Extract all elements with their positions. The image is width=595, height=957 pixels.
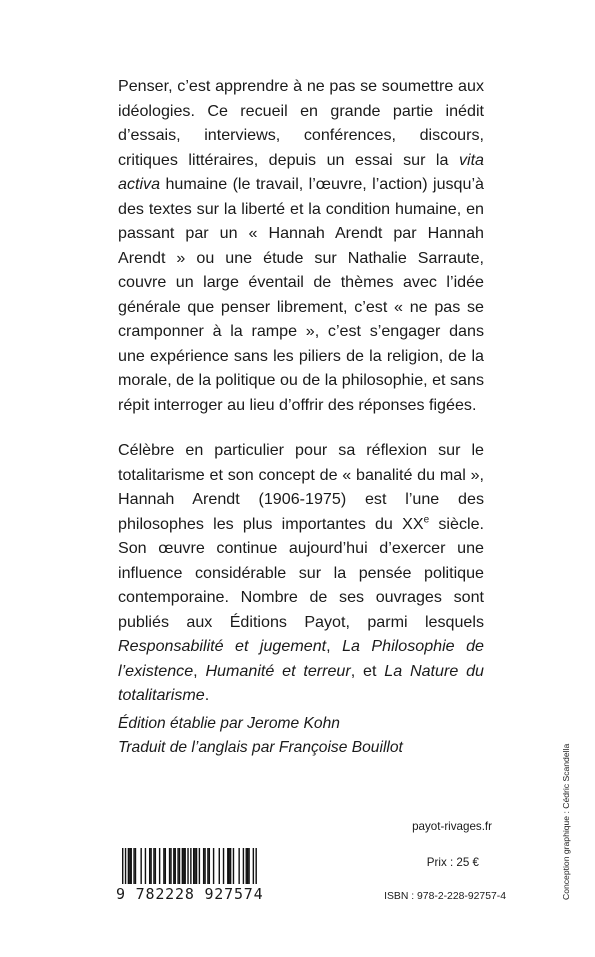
bio-text-1: Célèbre en particulier pour sa réflexion sur le totalitarisme et son concept de « banalité du mal », Hannah Arendt (1906-1975) est l’une des philosophes les plus importantes du XX: [118, 441, 484, 533]
graphic-design-credit: Conception graphique : Cédric Scandella: [561, 743, 571, 900]
translation-credit: Traduit de l’anglais par Françoise Bouillot: [118, 739, 403, 756]
book-title-2: La Philosophie de l’existence: [118, 637, 484, 680]
bio-sep-1: ,: [326, 637, 343, 655]
credits: [118, 712, 498, 760]
bio-sep-2: ,: [193, 661, 206, 680]
isbn: ISBN : 978-2-228-92757-4: [384, 891, 506, 902]
bio-text-2: siècle. Son œuvre continue aujourd’hui d’exercer une influence considérable sur la pensée politique contemporaine. Nombre de ses ouvrages sont publiés aux Éditions Payot, parmi lesquels: [118, 514, 485, 631]
price: Prix : 25 €: [426, 856, 479, 869]
book-title-1: Responsabilité et jugement: [118, 637, 327, 655]
summary-italic-term: vita activa: [118, 150, 484, 193]
edition-credit: Édition établie par Jerome Kohn: [118, 715, 340, 732]
author-bio-paragraph: [118, 438, 484, 708]
book-title-4: La Nature du totalitarisme: [118, 661, 484, 704]
summary-text-end: humaine (le travail, l’œuvre, l’action) jusqu’à des textes sur la liberté et la condition humaine, en passant par un « Hannah Arendt par Hannah Arendt » ou une étude sur Nathalie Sarraute, couvre un large éventail de thèmes avec l’idée générale que penser librement, c’est « ne pas se cramponner à la rampe », c’est s’engager dans une expérience sans les piliers de la religion, de la morale, de la politique ou de la philosophie, et sans répit interroger au lieu d’offrir des réponses figées.: [118, 175, 484, 414]
barcode-digits: 9 782228 927574: [116, 885, 264, 903]
bio-sep-3: , et: [350, 661, 385, 680]
summary-text-start: Penser, c’est apprendre à ne pas se soumettre aux idéologies. Ce recueil en grande partie inédit d’essais, interviews, conférences, discours, critiques littéraires, depuis un essai sur la: [118, 77, 484, 169]
summary-paragraph: [118, 74, 484, 417]
bio-end: .: [204, 686, 210, 704]
publisher-website: payot-rivages.fr: [412, 820, 492, 833]
century-superscript: e: [423, 514, 430, 526]
book-title-3: Humanité et terreur: [205, 661, 351, 680]
